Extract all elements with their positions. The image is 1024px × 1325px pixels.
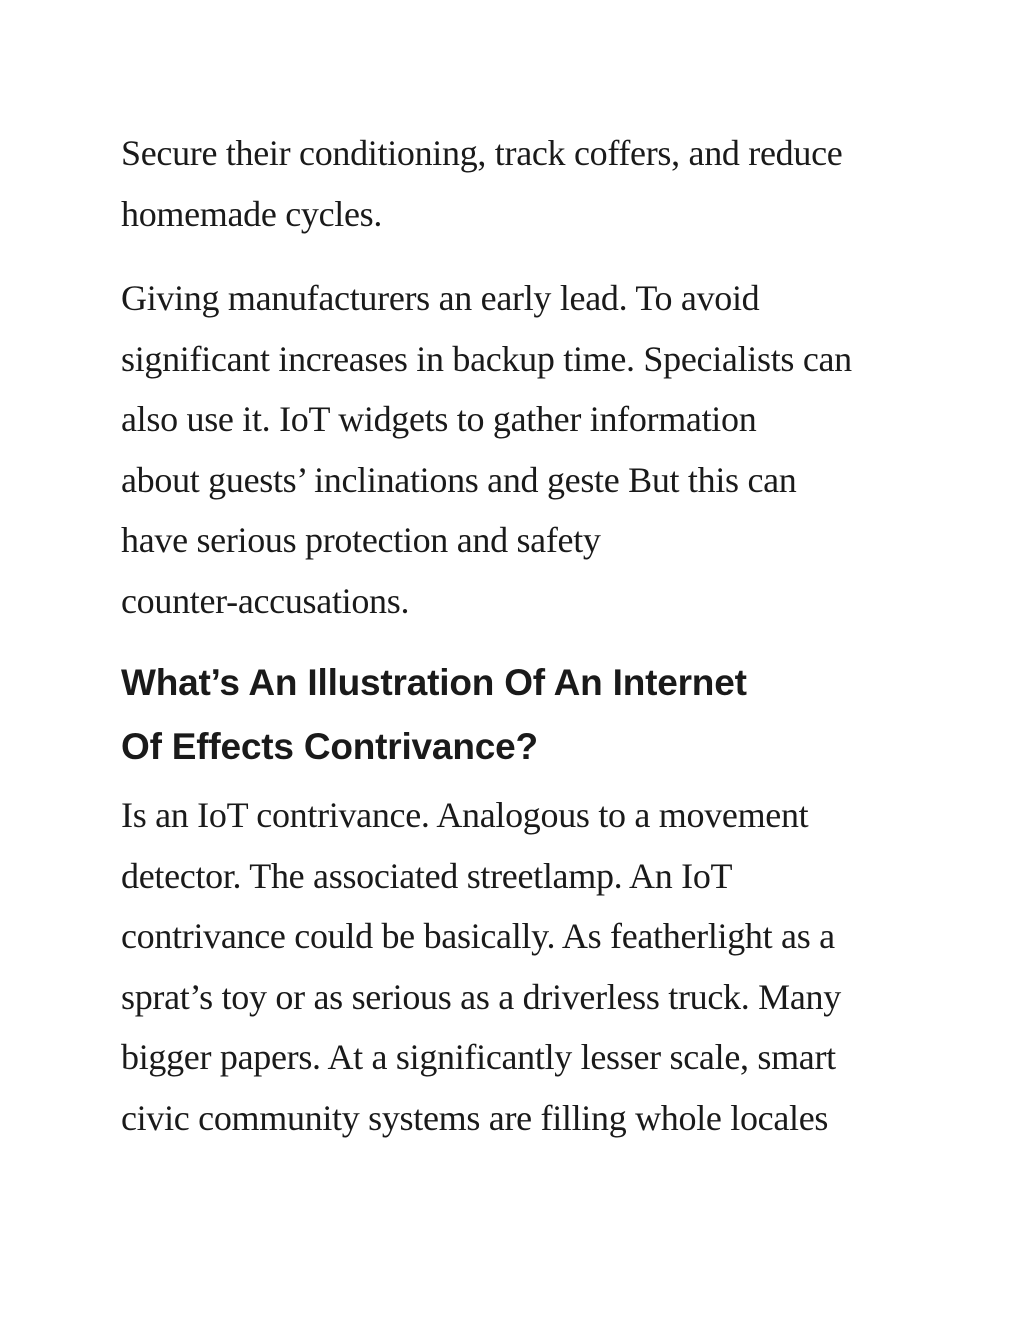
text-line: detector. The associated streetlamp. An IoT <box>121 855 733 896</box>
paragraph-conditioning <box>121 123 911 244</box>
text-line: Is an IoT contrivance. Analogous to a movement <box>121 795 809 835</box>
text-line: have serious protection and safety <box>121 520 601 560</box>
text-line: Secure their conditioning, track coffers, and reduce <box>121 133 843 173</box>
heading-line: What’s An Illustration Of An Internet <box>121 662 747 703</box>
text-line: sprat’s toy or as serious as a driverless truck. Many <box>121 976 841 1017</box>
paragraph-manufacturers <box>121 268 911 631</box>
text-line: civic community systems are filling whole locales <box>121 1097 829 1138</box>
text-line: counter-accusations. <box>121 580 410 621</box>
text-line: bigger papers. At a significantly lesser scale, smart <box>121 1037 836 1077</box>
text-line: about guests’ inclinations and geste But this can <box>121 459 797 500</box>
heading-line: Of Effects Contrivance? <box>121 726 538 767</box>
text-line: homemade cycles. <box>121 193 383 234</box>
text-line: also use it. IoT widgets to gather information <box>121 399 757 439</box>
section-heading <box>121 651 911 779</box>
text-line: significant increases in backup time. Specialists can <box>121 338 852 379</box>
paragraph-iot-contrivance <box>121 785 911 1148</box>
article-body <box>121 123 911 1148</box>
text-line: contrivance could be basically. As featherlight as a <box>121 916 835 956</box>
text-line: Giving manufacturers an early lead. To avoid <box>121 278 760 318</box>
